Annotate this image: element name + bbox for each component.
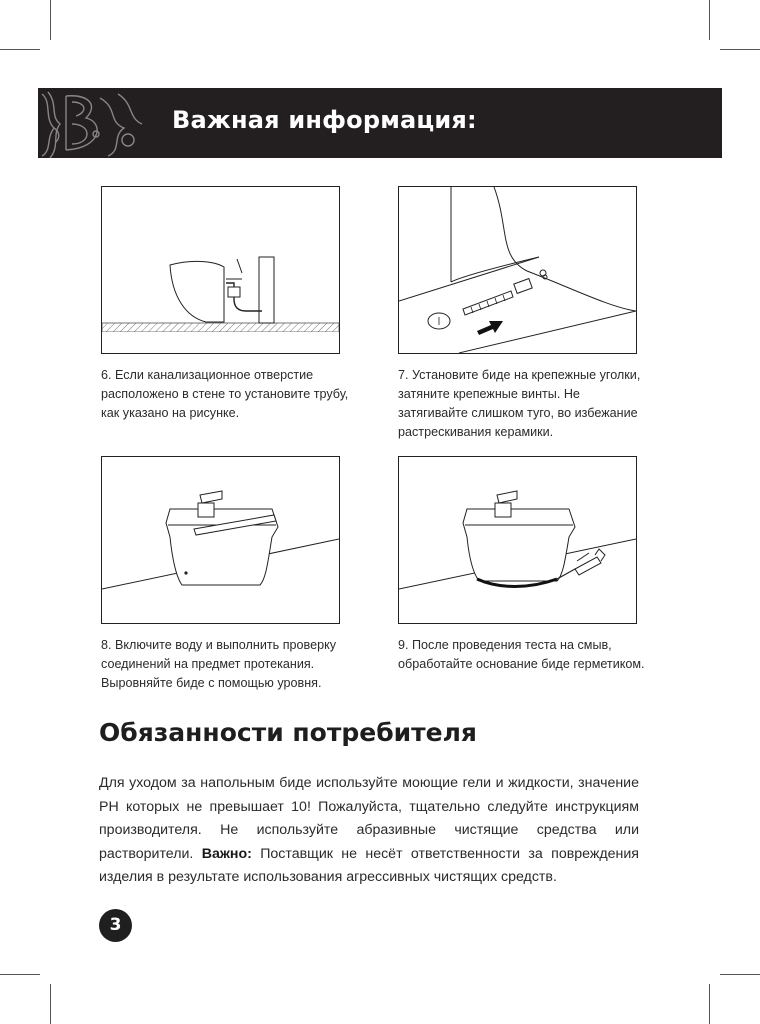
page-title: Важная информация: <box>172 106 477 134</box>
body-text-part2: Поставщик не несёт ответственности за повреждения изделия в результате использования агрессивных чистящих средств. <box>99 845 639 885</box>
figure-step-9 <box>398 456 637 624</box>
body-paragraph <box>99 772 639 890</box>
step-6-caption: 6. Если канализационное отверстие расположено в стене то установите трубу, как указано на рисунке. <box>101 368 349 420</box>
important-label: Важно: <box>201 845 252 862</box>
section-title: Обязанности потребителя <box>99 718 477 747</box>
crop-mark <box>50 984 51 1024</box>
body-text-part1: Для уходом за напольным биде используйте моющие гели и жидкости, значение PH которых не превышает 10! Пожалуйста, тщательно следуйте инструкциям производителя. Не используйте абразивные чистящие средства или растворители. <box>99 775 639 862</box>
crop-mark <box>50 0 51 40</box>
crop-mark <box>709 0 710 40</box>
step-7-caption: 7. Установите биде на крепежные уголки, затяните крепежные винты. Не затягивайте слишком туго, во избежание растрескивания керамики. <box>398 368 641 439</box>
header-banner <box>38 88 722 158</box>
crop-mark <box>720 49 760 50</box>
crop-mark <box>709 984 710 1024</box>
page-number-badge: 3 <box>99 909 132 942</box>
step-8-caption: 8. Включите воду и выполнить проверку соединений на предмет протекания. Выровняйте биде с помощью уровня. <box>101 638 337 690</box>
figure-step-6 <box>101 186 340 354</box>
crop-mark <box>0 49 40 50</box>
step-9-caption: 9. После проведения теста на смыв, обработайте основание биде герметиком. <box>398 638 645 671</box>
crop-mark <box>0 974 40 975</box>
figure-step-7 <box>398 186 637 354</box>
brand-monogram-icon <box>38 88 148 158</box>
crop-mark <box>720 974 760 975</box>
figure-step-8 <box>101 456 340 624</box>
